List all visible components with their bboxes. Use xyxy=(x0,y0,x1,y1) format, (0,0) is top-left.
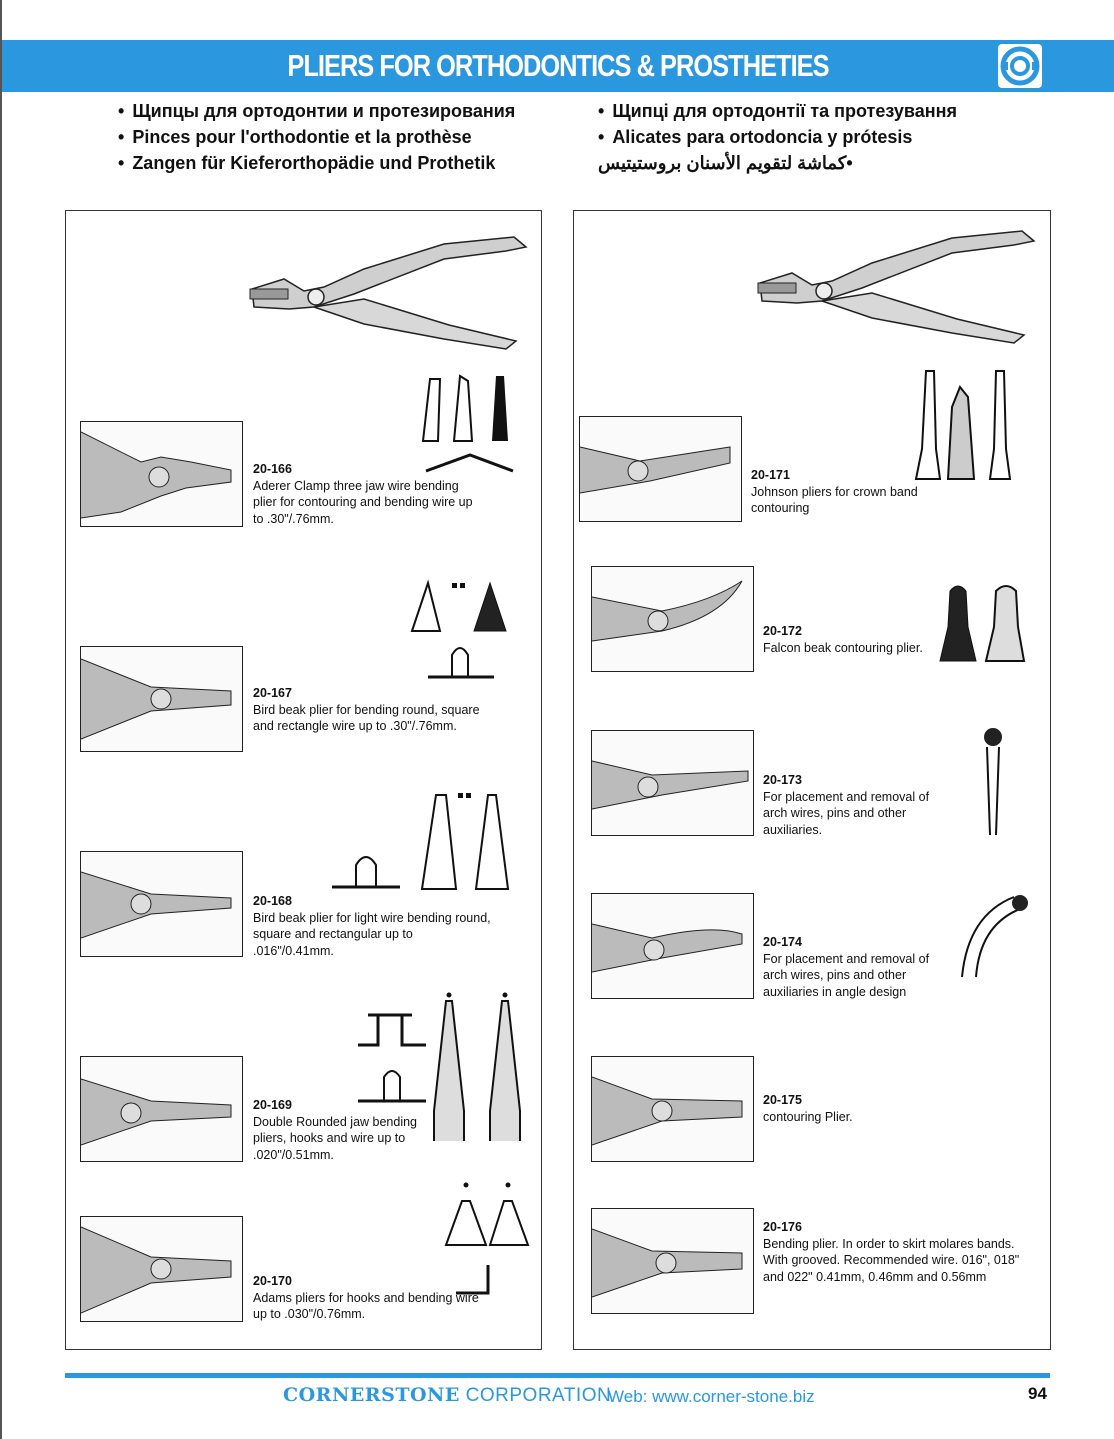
company-name-rest: CORPORATION xyxy=(459,1385,612,1406)
plier-photo xyxy=(591,1056,754,1162)
plier-photo xyxy=(591,566,754,672)
product-description: Aderer Clamp three jaw wire bending plier for contouring and bending wire up to .30"/.76mm. xyxy=(253,478,473,526)
product-code: 20-175 xyxy=(763,1093,802,1107)
product-code: 20-166 xyxy=(253,462,292,476)
plier-photo xyxy=(80,421,243,527)
hero-plier-illustration xyxy=(244,229,530,359)
plier-photo xyxy=(591,730,754,836)
tip-profile-drawing xyxy=(354,991,534,1143)
product-item xyxy=(763,1092,938,1125)
tip-profile-drawing xyxy=(442,1179,532,1301)
language-title-fr: • Pinces pour l'orthodontie et la prothèse xyxy=(118,124,515,150)
product-item xyxy=(763,934,948,1000)
product-description: Johnson pliers for crown band contouring xyxy=(751,484,918,515)
left-product-panel xyxy=(65,210,542,1350)
product-description: For placement and removal of arch wires, pins and other auxiliaries in angle design xyxy=(763,951,930,999)
product-code: 20-167 xyxy=(253,686,292,700)
plier-photo xyxy=(80,1216,243,1322)
language-list-right xyxy=(598,98,957,176)
tip-profile-drawing xyxy=(978,725,1008,839)
product-code: 20-176 xyxy=(763,1220,802,1234)
page-number: 94 xyxy=(1028,1384,1047,1403)
product-item xyxy=(763,623,938,656)
tip-profile-drawing xyxy=(958,885,1034,981)
product-item xyxy=(253,893,493,959)
plier-photo xyxy=(80,851,243,957)
product-description: Bird beak plier for bending round, square and rectangle wire up to .30"/.76mm. xyxy=(253,702,480,733)
tip-profile-drawing xyxy=(330,789,520,893)
product-item xyxy=(751,467,926,517)
language-title-de: • Zangen für Kieferorthopädie und Prothetik xyxy=(118,150,515,176)
right-product-panel xyxy=(573,210,1051,1350)
language-title-ar: • كماشة لتقويم الأسنان بروستيتيس xyxy=(598,150,957,176)
plier-photo xyxy=(591,1208,754,1314)
product-code: 20-170 xyxy=(253,1274,292,1288)
product-code: 20-168 xyxy=(253,894,292,908)
hero-plier-illustration xyxy=(752,223,1038,353)
product-description: For placement and removal of arch wires, pins and other auxiliaries. xyxy=(763,789,930,837)
product-code: 20-171 xyxy=(751,468,790,482)
language-list-left xyxy=(118,98,515,176)
footer-rule xyxy=(65,1373,1050,1378)
tip-profile-drawing xyxy=(914,367,1020,483)
product-code: 20-173 xyxy=(763,773,802,787)
product-description: Bending plier. In order to skirt molares bands. With grooved. Recommended wire. 016", 018" and 022" 0.41mm, 0.46mm and 0.56mm xyxy=(763,1236,1020,1284)
page-edge-rule xyxy=(0,0,2,1439)
product-description: Bird beak plier for light wire bending round, square and rectangular up to .016"/0.41mm. xyxy=(253,910,491,958)
tip-profile-drawing xyxy=(418,371,518,481)
language-title-uk: • Щипці для ортодонтії та протезування xyxy=(598,98,957,124)
page-title: PLIERS FOR ORTHODONTICS & PROSTHETIES xyxy=(287,48,829,83)
product-item xyxy=(763,772,948,838)
plier-photo xyxy=(80,646,243,752)
footer-website-link[interactable]: Web: www.corner-stone.biz xyxy=(608,1387,815,1406)
product-code: 20-172 xyxy=(763,624,802,638)
tip-profile-drawing xyxy=(938,581,1028,665)
tip-profile-drawing xyxy=(408,579,524,679)
product-item xyxy=(763,1219,1028,1285)
language-title-es: • Alicates para ortodoncia y prótesis xyxy=(598,124,957,150)
product-description: Adams pliers for hooks and bending wire up to .030"/0.76mm. xyxy=(253,1290,479,1321)
language-title-ru: • Щипцы для ортодонтии и протезирования xyxy=(118,98,515,124)
footer-company xyxy=(283,1384,611,1407)
product-code: 20-169 xyxy=(253,1098,292,1112)
product-description: Falcon beak contouring plier. xyxy=(763,640,923,655)
product-description: contouring Plier. xyxy=(763,1109,853,1124)
company-name-bold: CORNERSTONE xyxy=(283,1384,460,1406)
plier-photo xyxy=(591,893,754,999)
brand-logo-icon xyxy=(998,44,1042,88)
product-item xyxy=(253,685,483,735)
title-banner xyxy=(2,40,1114,92)
product-description: Double Rounded jaw bending pliers, hooks and wire up to .020"/0.51mm. xyxy=(253,1114,418,1162)
plier-photo xyxy=(80,1056,243,1162)
plier-photo xyxy=(579,416,742,522)
product-code: 20-174 xyxy=(763,935,802,949)
